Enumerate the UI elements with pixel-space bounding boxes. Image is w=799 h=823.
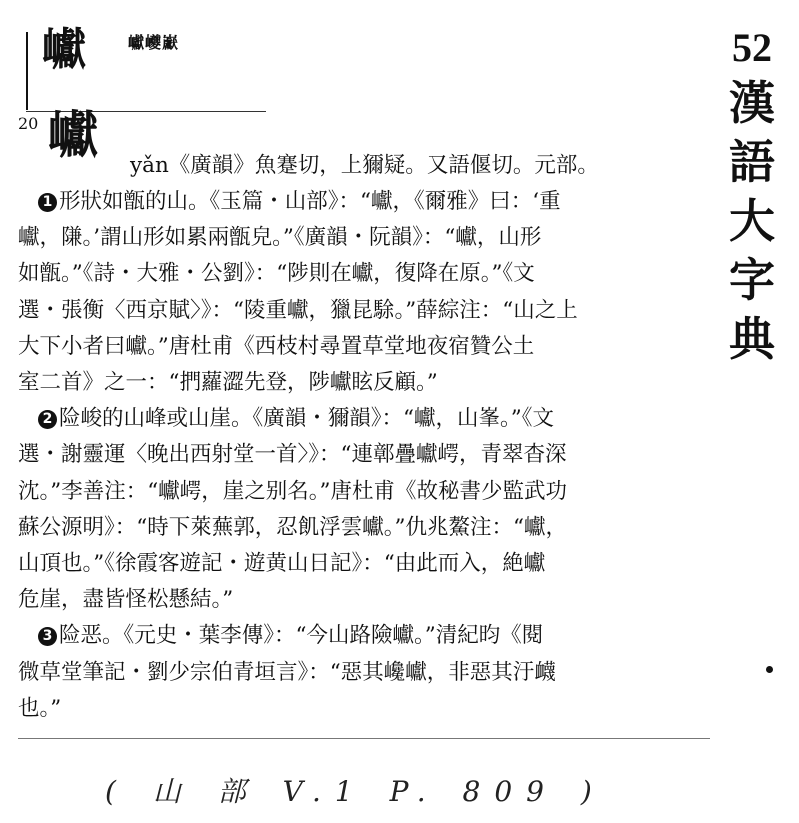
definition-line: [18, 655, 710, 691]
entry-number: 20: [18, 114, 39, 133]
dictionary-clipping: [18, 18, 710, 740]
definition-line: [18, 293, 710, 329]
definition-text: 大下小者曰巘。”唐杜甫《西枝村尋置草堂地夜宿贊公土: [18, 333, 535, 359]
definition-text: 山頂也。”《徐霞客遊記・遊黄山日記》：“由此而入，絶巘: [18, 551, 546, 576]
definition-line: [18, 329, 710, 365]
volume-number: 52: [732, 25, 772, 70]
handwritten-reference-note: ( 山 部 V.1 P. 809 ): [105, 775, 606, 808]
definition-text: 微草堂筆記・劉少宗伯青垣言》：“惡其巉巘，非惡其汙衊: [18, 659, 556, 685]
margin-dot: [766, 666, 773, 673]
definition-text: 選・謝靈運〈晚出西射堂一首〉》：“連鄣疊巘崿，青翠杳深: [18, 442, 567, 468]
definition-text: 選・張衡〈西京賦〉》：“陵重巘，獵昆駼。”薛綜注：“山之上: [18, 297, 578, 323]
definition-line: [18, 437, 710, 473]
definition-line: [18, 474, 710, 510]
definition-line: [38, 401, 730, 437]
dictionary-title: [722, 22, 782, 369]
definition-text: 巘，隒。’謂山形如累兩甑皃。”《廣韻・阮韻》：“巘，山形: [18, 225, 542, 251]
title-char: 語: [729, 135, 775, 189]
definition-line: [38, 184, 730, 220]
definition-line: [18, 546, 710, 582]
title-char: 字: [729, 253, 775, 307]
definition-line: [18, 365, 710, 401]
definition-line: [38, 618, 730, 654]
definition-line: [18, 220, 710, 256]
definition-text: 也。”: [18, 695, 62, 721]
header-bar: [26, 32, 28, 110]
pronunciation-line: yǎn《廣韻》魚蹇切，上獮疑。又語偃切。元部。: [130, 153, 599, 178]
sense-number-badge: 2: [38, 410, 57, 429]
entry-head-character: 巘: [48, 105, 98, 164]
title-char: 漢: [729, 76, 775, 130]
definition-line: [18, 510, 710, 546]
definition-text: 蘇公源明》：“時下萊蕪郭，忍飢浮雲巘。”仇兆鰲注：“巘，: [18, 514, 567, 540]
definition-line: [18, 582, 710, 618]
definition-line: [18, 691, 710, 727]
sense-number-badge: 3: [38, 627, 57, 646]
title-char: 典: [729, 312, 775, 366]
definition-text: 险恶。《元史・葉李傳》：“今山路險巘。”清紀昀《閱: [59, 623, 544, 649]
bottom-rule: [18, 738, 710, 739]
definition-text: 险峻的山峰或山崖。《廣韻・獮韻》：“巘，山峯。”《文: [59, 406, 554, 432]
sense-number-badge: 1: [38, 193, 57, 212]
header-character: 巘: [42, 24, 86, 75]
definition-text: 如甑。”《詩・大雅・公劉》：“陟則在巘，復降在原。”《文: [18, 261, 535, 287]
header-index-characters: 巘巙巚: [128, 33, 180, 52]
definition-text: 危崖，盡皆怪松懸結。”: [18, 587, 234, 613]
definition-text: 室二首》之一：“捫蘿澀先登，陟巘眩反顧。”: [18, 370, 438, 395]
definition-text: 形狀如甑的山。《玉篇・山部》：“巘，《爾雅》曰：‘重: [59, 189, 561, 214]
definition-text: 沈。”李善注：“巘崿，崖之别名。”唐杜甫《故秘書少監武功: [18, 478, 567, 504]
title-char: 大: [729, 194, 775, 248]
definition-line: [18, 256, 710, 292]
